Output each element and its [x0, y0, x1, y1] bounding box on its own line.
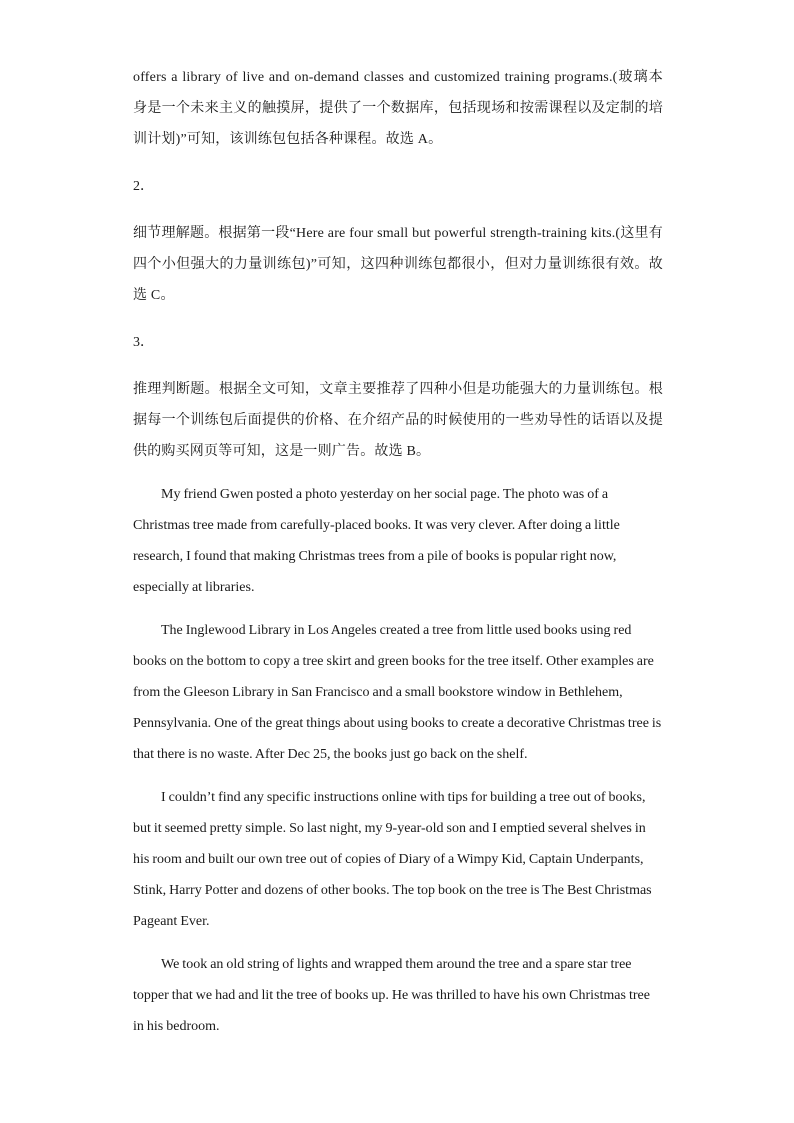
passage-paragraph-4: We took an old string of lights and wrapped them around the tree and a spare star tree topper that we had and lit the tree of books up. He was thrilled to have his own Christmas tree in his bedroom. [133, 957, 650, 1034]
passage-paragraph-2: The Inglewood Library in Los Angeles created a tree from little used books using red books on the bottom to copy a tree skirt and green books for the tree itself. Other examples are from the Gleeson Library in San Francisco and a small bookstore window in Bethlehem, Pennsylvania. One of the great things about using books to create a decorative Christmas tree is that there is no waste. After Dec 25, the books just go back on the shelf. [133, 623, 662, 762]
answer-2-explanation: 细节理解题。根据第一段“Here are four small but powerful strength-training kits.(这里有四个小但强大的力量训练包)”可知，这四种训练包都很小，但对力量训练很有效。故选 C。 [133, 226, 663, 303]
answer-1-explanation: offers a library of live and on-demand classes and customized training programs.(玻璃本身是一个未来主义的触摸屏，提供了一个数据库，包括现场和按需课程以及定制的培训计划)”可知，该训练包包括各种课程。故选 A。 [133, 70, 663, 147]
answer-2-number: 2． [133, 179, 154, 194]
passage-paragraph-1: My friend Gwen posted a photo yesterday on her social page. The photo was of a Christmas tree made from carefully-placed books. It was very clever. After doing a little research, I found that making Christmas trees from a pile of books is popular right now, especially at libraries. [133, 487, 620, 595]
answer-3-number: 3． [133, 335, 154, 350]
answer-3-explanation: 推理判断题。根据全文可知，文章主要推荐了四种小但是功能强大的力量训练包。根据每一个训练包后面提供的价格、在介绍产品的时候使用的一些劝导性的话语以及提供的购买网页等可知，这是一则广告。故选 B。 [133, 382, 663, 459]
passage-paragraph-3: I couldn’t find any specific instructions online with tips for building a tree out of books, but it seemed pretty simple. So last night, my 9-year-old son and I emptied several shelves in his room and built our own tree out of copies of Diary of a Wimpy Kid, Captain Underpants, Stink, Harry Potter and dozens of other books. The top book on the tree is The Best Christmas Pageant Ever. [133, 790, 652, 929]
page-content [133, 62, 663, 1042]
